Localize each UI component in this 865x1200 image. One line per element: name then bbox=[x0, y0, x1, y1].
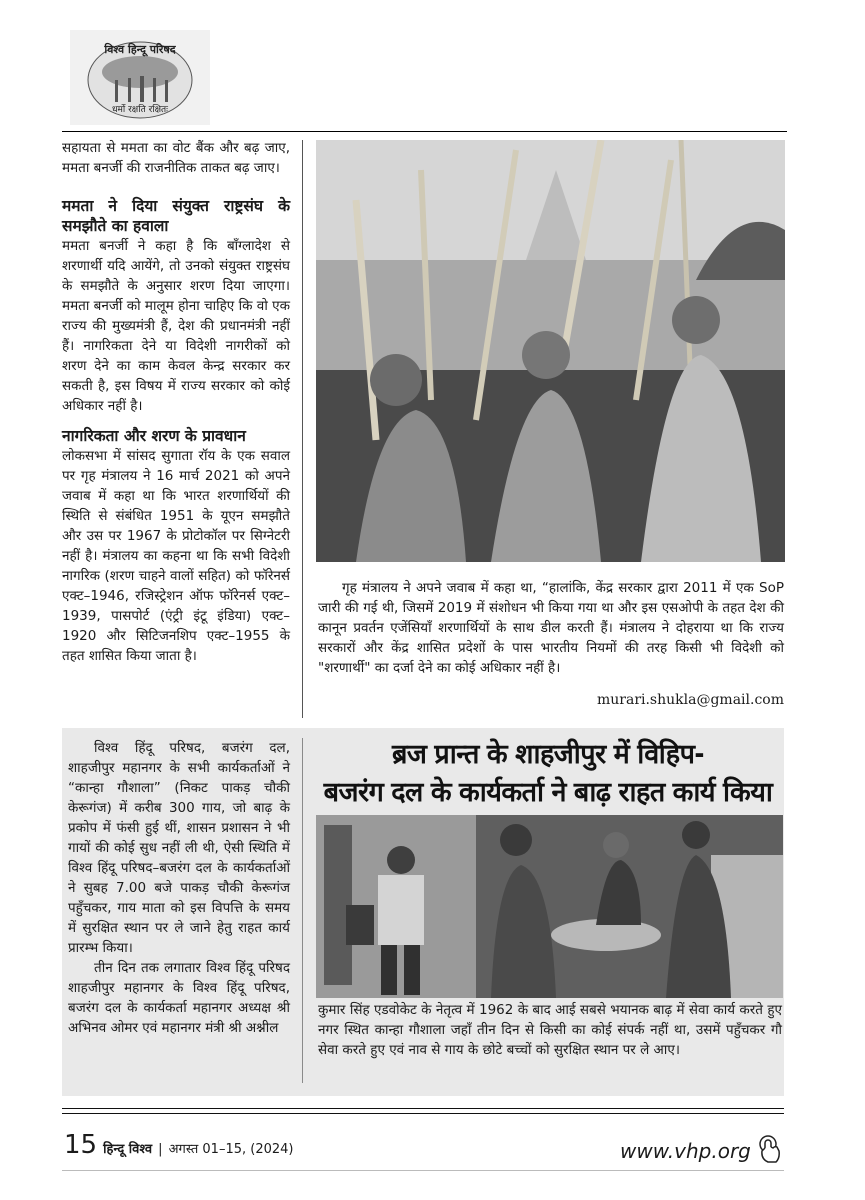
box-paragraph-2: तीन दिन तक लगातार विश्व हिंदू परिषद शाहजीपुर महानगर के विश्व हिंदू परिषद, बजरंग दल के कार्यकर्ता महानगर अध्यक्ष श्री अभिनव ओमर एवं महानगर मंत्री श्री अश्नील bbox=[68, 960, 290, 1036]
footer-separator: | bbox=[158, 1142, 163, 1157]
pointer-hand-icon bbox=[757, 1134, 783, 1168]
intro-paragraph: सहायता से ममता का वोट बैंक और बढ़ जाए, ममता बनर्जी की राजनीतिक ताकत बढ़ जाए। bbox=[62, 140, 290, 176]
left-column bbox=[62, 138, 290, 666]
box-title-line-2: बजरंग दल के कार्यकर्ता ने बाढ़ राहत कार्य किया bbox=[323, 777, 773, 808]
box-title bbox=[314, 736, 782, 812]
paragraph-citizenship: लोकसभा में सांसद सुगाता रॉय के एक सवाल पर गृह मंत्रालय ने 16 मार्च 2021 को अपने जवाब में कहा था कि भारत शरणार्थियों की स्थिति से संबंधित 1951 के यूएन समझौते और उस पर 1967 के प्रोटोकॉल पर सिग्नेटरी नहीं है। मंत्रालय का कहना था कि सभी विदेशी नागरिक (शरण चाहने वालों सहित) को फॉरेनर्स एक्ट–1946, रजिस्ट्रेशन ऑफ फॉरेनर्स एक्ट–1939, पासपोर्ट (एंट्री इंटू इंडिया) एक्ट–1920 और सिटिजनशिप एक्ट–1955 के तहत शासित किया जाता है। bbox=[62, 448, 290, 664]
paragraph-mamata: ममता बनर्जी ने कहा है कि बाँग्लादेश से शरणार्थी यदि आयेंगे, तो उनको संयुक्त राष्ट्रसंघ के समझौते के अनुसार शरण दिया जाएगा। ममता बनर्जी को मालूम होना चाहिए कि वो एक राज्य की मुख्यमंत्री हैं, देश की प्रधानमंत्री नहीं हैं। नागरिकता देने या विदेशी नागरीकों को शरण देने का काम केवल केन्द्र सरकार कर सकती है, इस विषय में राज्य सरकार को कोई अधिकार नहीं है। bbox=[62, 238, 290, 414]
logo-top-text: विश्व हिन्दू परिषद bbox=[104, 43, 176, 56]
box-title-line-1: ब्रज प्रान्त के शाहजीपुर में विहिप- bbox=[391, 739, 704, 770]
website-link[interactable]: www.vhp.org bbox=[620, 1139, 751, 1163]
relief-photo bbox=[316, 815, 783, 998]
issue-date: अगस्त 01–15, (2024) bbox=[168, 1142, 294, 1157]
box-left-column bbox=[68, 738, 290, 1038]
box-column-divider bbox=[302, 738, 303, 1083]
bottom-rule bbox=[62, 1108, 784, 1114]
protest-photo bbox=[316, 140, 785, 562]
footer-line bbox=[62, 1170, 784, 1171]
magazine-name: हिन्दू विश्व bbox=[103, 1142, 153, 1157]
pointer-hand-icon-svg bbox=[757, 1134, 783, 1164]
protest-photo-caption: गृह मंत्रालय ने अपने जवाब में कहा था, “हालांकि, केंद्र सरकार द्वारा 2011 में एक SoP जारी की गई थी, जिसमें 2019 में संशोधन भी किया गया था और इस एसओपी के तहत देश की कानून प्रवर्तन एजेंसियाँ शरणार्थियों के साथ डील करती हैं। मंत्रालय ने दोहराया था कि राज्य सरकारों और केंद्र शासित प्रदेशों के पास भारतीय नियमों की तरह किसी भी विदेशी को "शरणार्थी" का दर्जा देने का कोई अधिकार नहीं है। bbox=[318, 580, 784, 676]
protest-photo-image bbox=[316, 140, 785, 562]
logo-motto-text: धर्मो रक्षति रक्षितः bbox=[112, 105, 168, 115]
relief-photo-image bbox=[316, 815, 783, 998]
page-number: 15 bbox=[64, 1130, 98, 1160]
relief-photo-caption: कुमार सिंह एडवोकेट के नेतृत्व में 1962 के बाद आई सबसे भयानक बाढ़ में सेवा कार्य करते हुए नगर स्थित कान्हा गौशाला जहाँ तीन दिन से किसी का कोई संपर्क नहीं था, उसमें पहुँचकर गौ सेवा करते हुए एवं नाव से गाय के छोटे बच्चों को सुरक्षित स्थान पर ले आए। bbox=[318, 1002, 782, 1058]
author-email[interactable]: murari.shukla@gmail.com bbox=[596, 692, 784, 708]
footer-right bbox=[620, 1134, 783, 1168]
section-heading-un-agreement: ममता ने दिया संयुक्त राष्ट्रसंघ के समझौते का हवाला bbox=[62, 197, 290, 235]
column-divider bbox=[302, 140, 303, 718]
top-rule bbox=[62, 131, 787, 132]
footer-left bbox=[64, 1130, 294, 1160]
section-heading-citizenship: नागरिकता और शरण के प्रावधान bbox=[62, 427, 246, 445]
vhp-logo bbox=[70, 30, 210, 125]
box-paragraph-1: विश्व हिंदू परिषद, बजरंग दल, शाहजीपुर महानगर के सभी कार्यकर्ताओं ने “कान्हा गौशाला” (निकट पाकड़ चौकी केरूगंज) में करीब 300 गाय, जो बाढ़ के प्रकोप में फंसी हुई थीं, शासन प्रशासन ने भी गायों की कोई सुध नहीं ली थी, ऐसी स्थिति में विश्व हिंदू परिषद–बजरंग दल के कार्यकर्ताओं ने सुबह 7.00 बजे पाकड़ चौकी केरूगंज पहुँचकर, गाय माता को इस विपत्ति के समय में सुरक्षित स्थान पर ले जाने हेतु राहत कार्य प्रारम्भ किया। bbox=[68, 740, 290, 956]
